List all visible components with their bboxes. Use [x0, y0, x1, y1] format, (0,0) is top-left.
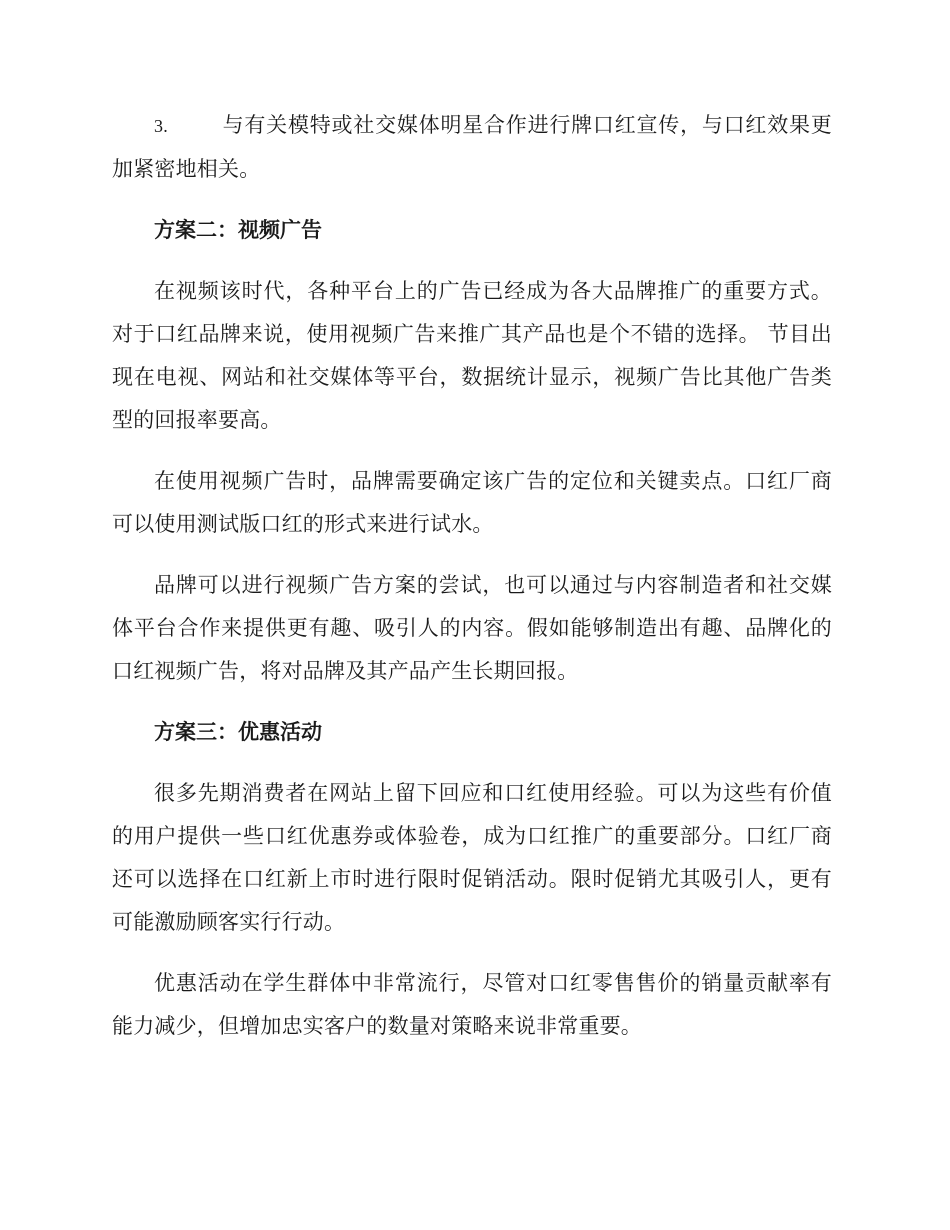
paragraph: 优惠活动在学生群体中非常流行，尽管对口红零售售价的销量贡献率有能力减少，但增加忠实客户的数量对策略来说非常重要。 [112, 971, 832, 1038]
paragraph: 很多先期消费者在网站上留下回应和口红使用经验。可以为这些有价值的用户提供一些口红优惠券或体验卷，成为口红推广的重要部分。口红厂商还可以选择在口红新上市时进行限时促销活动。限时促销尤其吸引人，更有可能激励顾客实行行动。 [112, 781, 832, 934]
paragraph: 在视频该时代，各种平台上的广告已经成为各大品牌推广的重要方式。对于口红品牌来说，使用视频广告来推广其产品也是个不错的选择。 节目出现在电视、网站和社交媒体等平台，数据统计显示，视频广告比其他广告类型的回报率要高。 [112, 279, 832, 432]
list-item-text: 与有关模特或社交媒体明星合作进行牌口红宣传，与口红效果更加紧密地相关。 [112, 113, 832, 181]
document-page [112, 104, 832, 1066]
list-number: 3. [154, 116, 168, 136]
paragraph: 在使用视频广告时，品牌需要确定该广告的定位和关键卖点。口红厂商可以使用测试版口红的形式来进行试水。 [112, 469, 832, 536]
paragraph: 品牌可以进行视频广告方案的尝试，也可以通过与内容制造者和社交媒体平台合作来提供更有趣、吸引人的内容。假如能够制造出有趣、品牌化的口红视频广告，将对品牌及其产品产生长期回报。 [112, 573, 832, 683]
section-heading-promotions: 方案三：优惠活动 [154, 720, 322, 744]
section-heading-video-ads: 方案二：视频广告 [154, 218, 322, 242]
list-item-3 [112, 104, 832, 191]
